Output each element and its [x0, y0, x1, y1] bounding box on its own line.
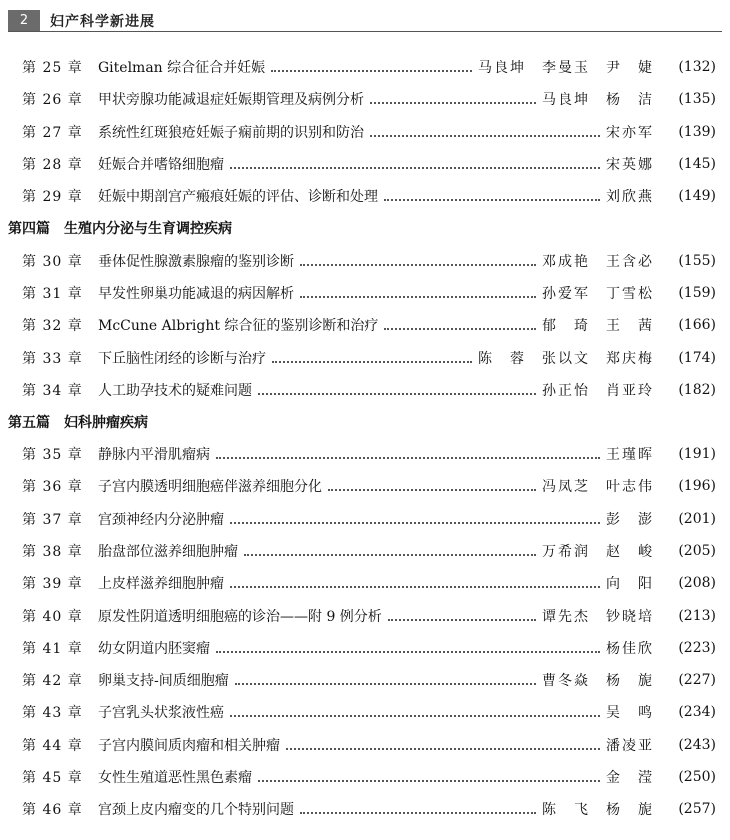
toc-entry — [0, 696, 730, 728]
chapter-authors: 刘欣燕 — [606, 189, 654, 206]
chapter-authors: 杨佳欣 — [606, 640, 654, 657]
dot-leader — [216, 453, 600, 459]
chapter-number: 第 33 章 — [22, 350, 83, 367]
chapter-title: 子宫内膜间质肉瘤和相关肿瘤 — [98, 737, 280, 754]
chapter-authors: 马良坤 杨 洁 — [542, 92, 654, 109]
chapter-title: McCune Albright 综合征的鉴别诊断和治疗 — [98, 318, 379, 335]
page-reference: (213) — [678, 607, 716, 624]
chapter-authors: 郁 琦 王 茜 — [542, 318, 654, 335]
dot-leader — [271, 66, 472, 72]
chapter-number: 第 37 章 — [22, 511, 83, 528]
chapter-number: 第 34 章 — [22, 382, 83, 399]
chapter-number: 第 39 章 — [22, 576, 83, 593]
chapter-title: 宫颈上皮内瘤变的几个特别问题 — [98, 802, 294, 819]
page-reference: (227) — [678, 672, 716, 689]
chapter-number: 第 27 章 — [22, 124, 83, 141]
toc-entry — [0, 341, 730, 373]
chapter-authors: 彭 澎 — [606, 511, 654, 528]
page-reference: (139) — [678, 123, 716, 140]
chapter-title: 幼女阴道内胚窦瘤 — [98, 640, 210, 657]
chapter-number: 第 31 章 — [22, 285, 83, 302]
dot-leader — [235, 679, 536, 685]
chapter-title: 胎盘部位滋养细胞肿瘤 — [98, 544, 238, 560]
part-title: 生殖内分泌与生育调控疾病 — [64, 221, 232, 238]
chapter-number: 第 38 章 — [22, 544, 83, 560]
page-reference: (149) — [678, 188, 716, 205]
chapter-title: 人工助孕技术的疑难问题 — [98, 382, 252, 399]
toc-entry — [0, 277, 730, 309]
dot-leader — [244, 550, 536, 556]
running-title: 妇产科学新进展 — [50, 14, 155, 30]
dot-leader — [370, 131, 600, 137]
chapter-number: 第 40 章 — [22, 608, 83, 625]
page-reference: (132) — [678, 59, 716, 76]
toc-entry — [0, 309, 730, 341]
table-of-contents — [0, 51, 730, 826]
part-title: 妇科肿瘤疾病 — [64, 414, 148, 431]
page-number-tab: 2 — [8, 10, 40, 31]
dot-leader — [230, 518, 600, 524]
page-reference: (135) — [678, 91, 716, 108]
page-reference: (250) — [678, 769, 716, 786]
dot-leader — [300, 260, 536, 266]
toc-entry — [0, 793, 730, 825]
page-reference: (155) — [678, 252, 716, 269]
page-reference: (205) — [678, 543, 716, 559]
toc-entry — [0, 180, 730, 212]
page-reference: (201) — [678, 510, 716, 527]
toc-entry — [0, 729, 730, 761]
chapter-title: 子宫乳头状浆液性癌 — [98, 705, 224, 722]
chapter-authors: 冯凤芝 叶志伟 — [542, 479, 654, 496]
toc-entry — [0, 83, 730, 115]
chapter-authors: 万希润 赵 峻 — [542, 544, 654, 560]
chapter-authors: 陈 蓉 张以文 郑庆梅 — [478, 350, 654, 367]
page-reference: (166) — [678, 317, 716, 334]
chapter-title: 早发性卵巢功能减退的病因解析 — [98, 285, 294, 302]
dot-leader — [230, 582, 600, 588]
toc-entry — [0, 374, 730, 406]
chapter-authors: 宋英娜 — [606, 157, 654, 174]
part-number: 第五篇 — [8, 414, 50, 431]
chapter-authors: 马良坤 李曼玉 尹 婕 — [478, 60, 654, 77]
page-reference: (223) — [678, 639, 716, 656]
chapter-authors: 吴 鸣 — [606, 705, 654, 722]
chapter-authors: 孙爱军 丁雪松 — [542, 285, 654, 302]
page-reference: (191) — [678, 446, 716, 463]
page-reference: (243) — [678, 736, 716, 753]
chapter-title: 妊娠中期剖宫产瘢痕妊娠的评估、诊断和处理 — [98, 189, 378, 206]
chapter-authors: 曹冬焱 杨 旎 — [542, 673, 654, 690]
chapter-authors: 孙正怡 肖亚玲 — [542, 382, 654, 399]
chapter-title: 系统性红斑狼疮妊娠子痫前期的识别和防治 — [98, 124, 364, 141]
chapter-number: 第 44 章 — [22, 737, 83, 754]
dot-leader — [230, 163, 600, 169]
chapter-number: 第 43 章 — [22, 705, 83, 722]
page-header — [0, 0, 730, 32]
dot-leader — [258, 776, 600, 782]
chapter-number: 第 28 章 — [22, 157, 83, 174]
chapter-number: 第 42 章 — [22, 673, 83, 690]
chapter-number: 第 29 章 — [22, 189, 83, 206]
chapter-authors: 宋亦军 — [606, 124, 654, 141]
chapter-title: 女性生殖道恶性黑色素瘤 — [98, 770, 252, 787]
chapter-title: 甲状旁腺功能减退症妊娠期管理及病例分析 — [98, 92, 364, 109]
dot-leader — [328, 485, 536, 491]
chapter-title: 垂体促性腺激素腺瘤的鉴别诊断 — [98, 253, 294, 270]
chapter-number: 第 36 章 — [22, 479, 83, 496]
chapter-authors: 陈 飞 杨 旎 — [542, 802, 654, 819]
toc-entry — [0, 148, 730, 180]
toc-entry — [0, 761, 730, 793]
chapter-authors: 潘凌亚 — [606, 737, 654, 754]
chapter-title: 卵巢支持-间质细胞瘤 — [98, 673, 229, 690]
chapter-title: 子宫内膜透明细胞癌伴滋养细胞分化 — [98, 479, 322, 496]
toc-entry — [0, 503, 730, 535]
dot-leader — [216, 647, 600, 653]
chapter-number: 第 46 章 — [22, 802, 83, 819]
dot-leader — [300, 292, 536, 298]
dot-leader — [370, 98, 536, 104]
chapter-title: 宫颈神经内分泌肿瘤 — [98, 511, 224, 528]
dot-leader — [388, 615, 536, 621]
part-heading — [0, 212, 730, 244]
dot-leader — [272, 357, 472, 363]
chapter-number: 第 35 章 — [22, 447, 83, 464]
page-reference: (174) — [678, 349, 716, 366]
dot-leader — [230, 711, 600, 717]
chapter-title: 上皮样滋养细胞肿瘤 — [98, 576, 224, 593]
toc-entry — [0, 51, 730, 83]
dot-leader — [258, 389, 536, 395]
page-reference: (234) — [678, 704, 716, 721]
page-reference: (257) — [678, 801, 716, 818]
chapter-number: 第 45 章 — [22, 770, 83, 787]
page-reference: (208) — [678, 575, 716, 592]
chapter-number: 第 30 章 — [22, 253, 83, 270]
header-rule — [8, 31, 722, 32]
toc-entry — [0, 664, 730, 696]
part-heading — [0, 406, 730, 438]
chapter-number: 第 25 章 — [22, 60, 83, 77]
chapter-authors: 谭先杰 钞晓培 — [542, 608, 654, 625]
toc-entry — [0, 470, 730, 502]
toc-entry — [0, 116, 730, 148]
chapter-authors: 金 滢 — [606, 770, 654, 787]
chapter-title: 静脉内平滑肌瘤病 — [98, 447, 210, 464]
page-reference: (145) — [678, 156, 716, 173]
chapter-authors: 王瑾晖 — [606, 447, 654, 464]
page-reference: (159) — [678, 284, 716, 301]
toc-entry — [0, 567, 730, 599]
chapter-authors: 邓成艳 王含必 — [542, 253, 654, 270]
toc-entry — [0, 632, 730, 664]
dot-leader — [384, 195, 600, 201]
chapter-title: Gitelman 综合征合并妊娠 — [98, 60, 266, 77]
dot-leader — [384, 324, 536, 330]
page-reference: (182) — [678, 381, 716, 398]
chapter-title: 下丘脑性闭经的诊断与治疗 — [98, 350, 266, 367]
chapter-title: 妊娠合并嗜铬细胞瘤 — [98, 157, 224, 174]
toc-entry — [0, 535, 730, 567]
part-number: 第四篇 — [8, 221, 50, 238]
toc-entry — [0, 244, 730, 276]
chapter-number: 第 26 章 — [22, 92, 83, 109]
chapter-title: 原发性阴道透明细胞癌的诊治——附 9 例分析 — [98, 608, 382, 625]
chapter-number: 第 41 章 — [22, 640, 83, 657]
dot-leader — [300, 808, 536, 814]
chapter-authors: 向 阳 — [606, 576, 654, 593]
chapter-number: 第 32 章 — [22, 318, 83, 335]
toc-entry — [0, 599, 730, 631]
page-reference: (196) — [678, 478, 716, 495]
toc-entry — [0, 438, 730, 470]
dot-leader — [286, 744, 600, 750]
